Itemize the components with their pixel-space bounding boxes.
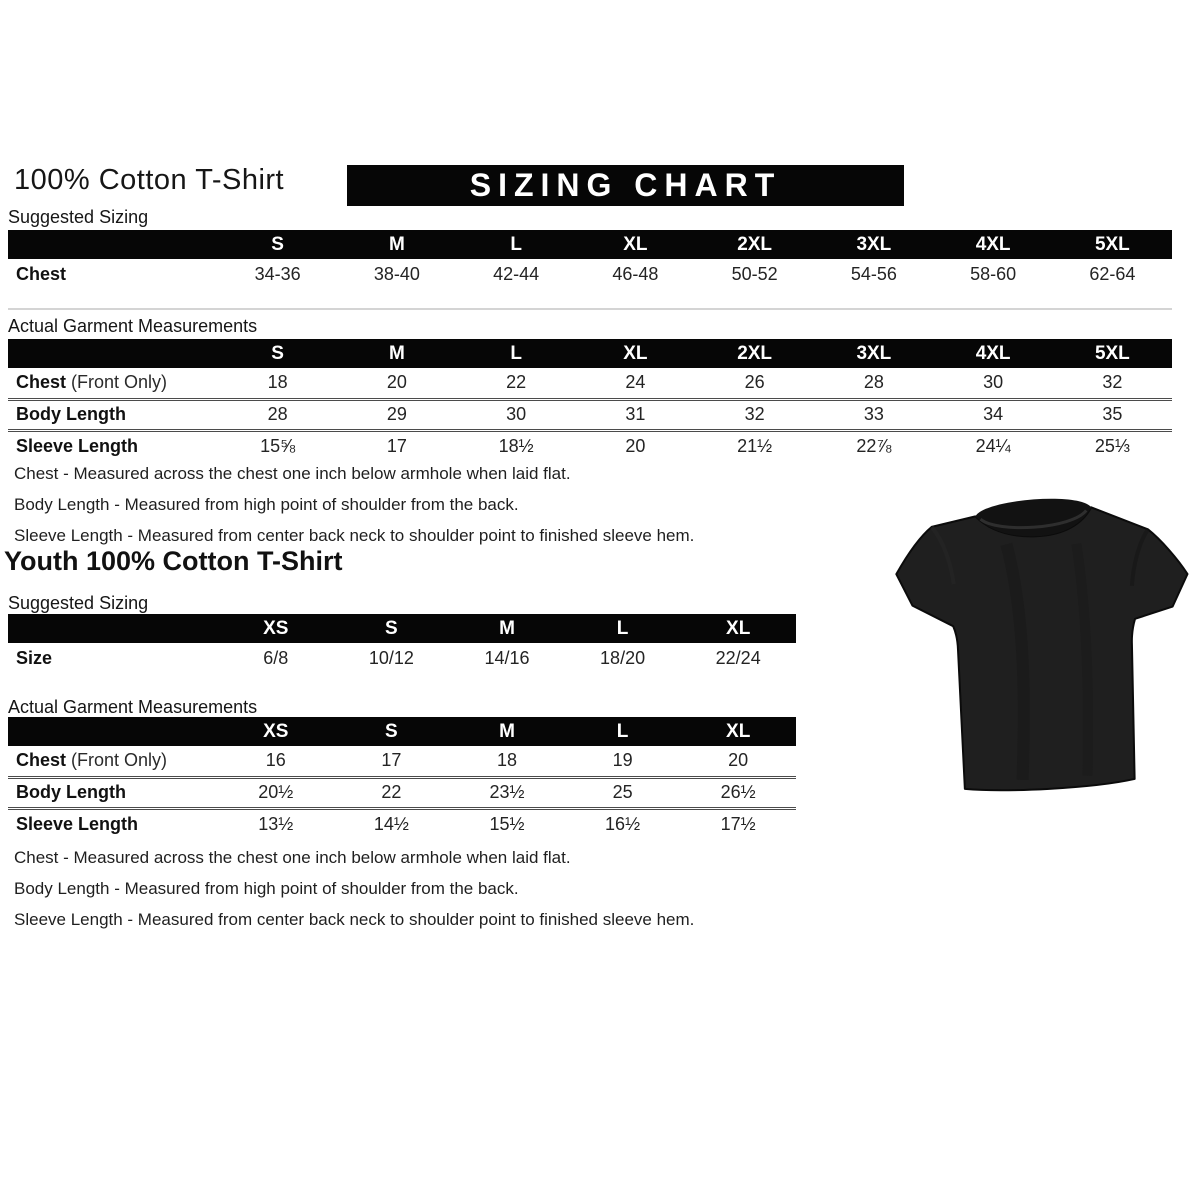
- row-label: Body Length: [8, 399, 218, 430]
- youth-actual-measurements-label: Actual Garment Measurements: [8, 697, 258, 717]
- size-column-header: 2XL: [695, 230, 814, 259]
- table-cell: 32: [1102, 372, 1123, 393]
- table-cell: 20: [728, 750, 749, 771]
- table-cell: 32: [695, 399, 814, 430]
- table-cell: 6/8: [263, 648, 289, 668]
- table-cell: 24¼: [934, 430, 1053, 461]
- size-column-header: 5XL: [1053, 339, 1172, 368]
- table-cell: 14/16: [484, 648, 530, 668]
- table-cell: 18/20: [600, 648, 646, 668]
- table-cell: 21½: [695, 430, 814, 461]
- size-column-header: 3XL: [814, 230, 933, 259]
- table-header-row: [8, 614, 796, 643]
- row-label: Size: [16, 648, 53, 668]
- table-cell: 14½: [334, 808, 450, 839]
- size-column-header: 5XL: [1053, 230, 1172, 259]
- row-label: Chest: [16, 264, 67, 284]
- table-cell: 33: [814, 399, 933, 430]
- table-cell: 10/12: [368, 648, 414, 668]
- size-column-header: S: [334, 614, 450, 643]
- table-row: [8, 430, 1172, 461]
- adult-measurement-notes: [14, 458, 694, 551]
- table-header-row: [8, 230, 1172, 259]
- note-line: Body Length - Measured from high point of shoulder from the back.: [14, 879, 519, 898]
- size-column-header: S: [218, 230, 337, 259]
- youth-suggested-sizing-label: Suggested Sizing: [8, 593, 149, 613]
- size-column-header: 4XL: [934, 339, 1053, 368]
- table-cell: 15½: [449, 808, 565, 839]
- table-cell: 54-56: [850, 264, 897, 284]
- size-column-header: 2XL: [695, 339, 814, 368]
- table-cell: 16: [265, 750, 286, 771]
- table-cell: 28: [863, 372, 884, 393]
- table-cell: 17: [337, 430, 456, 461]
- size-column-header: S: [218, 339, 337, 368]
- divider-line: [8, 308, 1172, 310]
- table-cell: 31: [576, 399, 695, 430]
- table-cell: 26: [744, 372, 765, 393]
- size-column-header: XS: [218, 614, 334, 643]
- size-column-header: 3XL: [814, 339, 933, 368]
- table-cell: 20: [386, 372, 407, 393]
- row-label: Body Length: [8, 777, 218, 808]
- size-column-header: M: [337, 339, 456, 368]
- table-cell: 26½: [680, 777, 796, 808]
- row-label: Chest (Front Only): [16, 750, 168, 771]
- note-line: Sleeve Length - Measured from center back neck to shoulder point to finished sleeve hem.: [14, 526, 695, 545]
- table-cell: 17: [381, 750, 402, 771]
- table-cell: 25: [565, 777, 681, 808]
- note-line: Chest - Measured across the chest one inch below armhole when laid flat.: [14, 464, 571, 483]
- size-column-header: 4XL: [934, 230, 1053, 259]
- size-column-header-spacer: [8, 717, 218, 746]
- table-cell: 34-36: [254, 264, 301, 284]
- table-cell: 42-44: [493, 264, 540, 284]
- adult-suggested-sizing-label: Suggested Sizing: [8, 207, 149, 227]
- table-cell: 19: [612, 750, 633, 771]
- adult-suggested-sizing-table: [8, 230, 1172, 290]
- table-row: [8, 399, 1172, 430]
- table-row: [8, 368, 1172, 399]
- table-row: [8, 746, 796, 777]
- table-cell: 13½: [218, 808, 334, 839]
- table-cell: 58-60: [970, 264, 1017, 284]
- table-cell: 30: [983, 372, 1004, 393]
- table-cell: 23½: [449, 777, 565, 808]
- size-column-header: XS: [218, 717, 334, 746]
- table-cell: 30: [457, 399, 576, 430]
- table-cell: 24: [625, 372, 646, 393]
- size-column-header: M: [449, 717, 565, 746]
- table-cell: 34: [934, 399, 1053, 430]
- size-column-header: S: [334, 717, 450, 746]
- table-row: [8, 643, 796, 674]
- size-column-header: M: [337, 230, 456, 259]
- table-cell: 22⅞: [814, 430, 933, 461]
- page-title: 100% Cotton T-Shirt: [14, 164, 285, 196]
- table-row: [8, 777, 796, 808]
- size-column-header-spacer: [8, 339, 218, 368]
- table-header-row: [8, 339, 1172, 368]
- note-line: Chest - Measured across the chest one inch below armhole when laid flat.: [14, 848, 571, 867]
- table-cell: 62-64: [1089, 264, 1136, 284]
- size-column-header: L: [565, 717, 681, 746]
- table-row: [8, 259, 1172, 290]
- size-column-header: XL: [576, 339, 695, 368]
- table-cell: 25⅓: [1053, 430, 1172, 461]
- row-label: Chest (Front Only): [16, 372, 168, 393]
- adult-actual-measurements-label: Actual Garment Measurements: [8, 316, 258, 336]
- youth-section-title: Youth 100% Cotton T-Shirt: [4, 546, 343, 576]
- table-cell: 18½: [457, 430, 576, 461]
- size-column-header-spacer: [8, 230, 218, 259]
- row-label: Sleeve Length: [8, 808, 218, 839]
- size-column-header: L: [565, 614, 681, 643]
- table-row: [8, 808, 796, 839]
- row-label: Sleeve Length: [8, 430, 218, 461]
- table-header-row: [8, 717, 796, 746]
- table-cell: 50-52: [731, 264, 778, 284]
- adult-actual-measurements-table: [8, 339, 1172, 461]
- note-line: Body Length - Measured from high point of shoulder from the back.: [14, 495, 519, 514]
- size-column-header: XL: [680, 717, 796, 746]
- table-cell: 22: [334, 777, 450, 808]
- size-column-header: XL: [576, 230, 695, 259]
- youth-actual-measurements-table: [8, 717, 796, 839]
- size-column-header: M: [449, 614, 565, 643]
- table-cell: 22/24: [715, 648, 761, 668]
- table-cell: 46-48: [612, 264, 659, 284]
- table-cell: 15⅝: [218, 430, 337, 461]
- table-cell: 18: [496, 750, 517, 771]
- table-cell: 17½: [680, 808, 796, 839]
- youth-measurement-notes: [14, 842, 694, 935]
- sizing-chart-banner: SIZING CHART: [347, 165, 904, 206]
- table-cell: 20½: [218, 777, 334, 808]
- table-cell: 38-40: [373, 264, 420, 284]
- table-cell: 16½: [565, 808, 681, 839]
- table-cell: 18: [267, 372, 288, 393]
- youth-suggested-sizing-table: [8, 614, 796, 674]
- size-column-header: L: [457, 339, 576, 368]
- table-cell: 20: [576, 430, 695, 461]
- table-cell: 28: [218, 399, 337, 430]
- size-column-header-spacer: [8, 614, 218, 643]
- size-column-header: XL: [680, 614, 796, 643]
- size-column-header: L: [457, 230, 576, 259]
- table-cell: 29: [337, 399, 456, 430]
- table-cell: 22: [506, 372, 527, 393]
- note-line: Sleeve Length - Measured from center back neck to shoulder point to finished sleeve hem.: [14, 910, 695, 929]
- black-tshirt-image: [890, 481, 1200, 815]
- table-cell: 35: [1053, 399, 1172, 430]
